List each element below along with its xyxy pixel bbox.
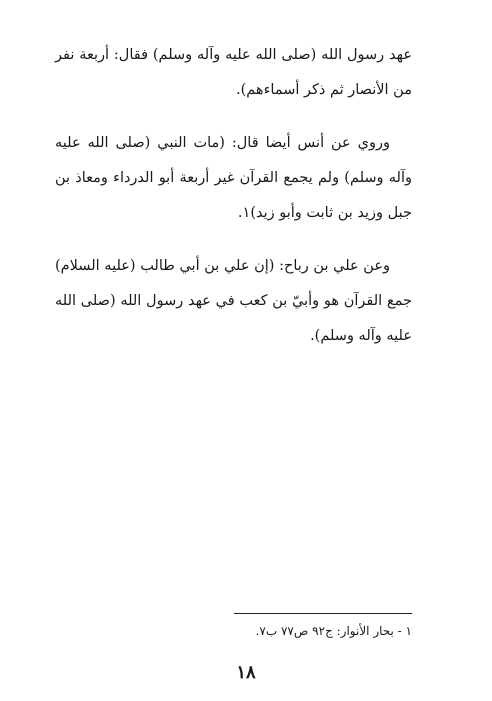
paragraph-2: وروي عن أنس أيضا قال: (مات النبي (صلى الله عليه وآله وسلم) ولم يجمع القرآن غير أربعة أبو الدرداء ومعاذ بن جبل وزيد بن ثابت وأبو زيد)١.	[55, 135, 412, 221]
footnote-separator	[234, 613, 412, 614]
body-text	[55, 38, 412, 372]
page-number: ١٨	[236, 662, 256, 683]
paragraph-1: عهد رسول الله (صلى الله عليه وآله وسلم) فقال: أربعة نفر من الأنصار ثم ذكر أسماءهم).	[55, 47, 412, 98]
paragraph-3: وعن علي بن رباح: (إن علي بن أبي طالب (عليه السلام) جمع القرآن هو وأبيّ بن كعب في عهد رسول الله (صلى الله عليه وآله وسلم).	[55, 258, 412, 344]
footnote: ١ - بحار الأنوار: ج٩٢ ص٧٧ ب٧.	[255, 624, 412, 638]
